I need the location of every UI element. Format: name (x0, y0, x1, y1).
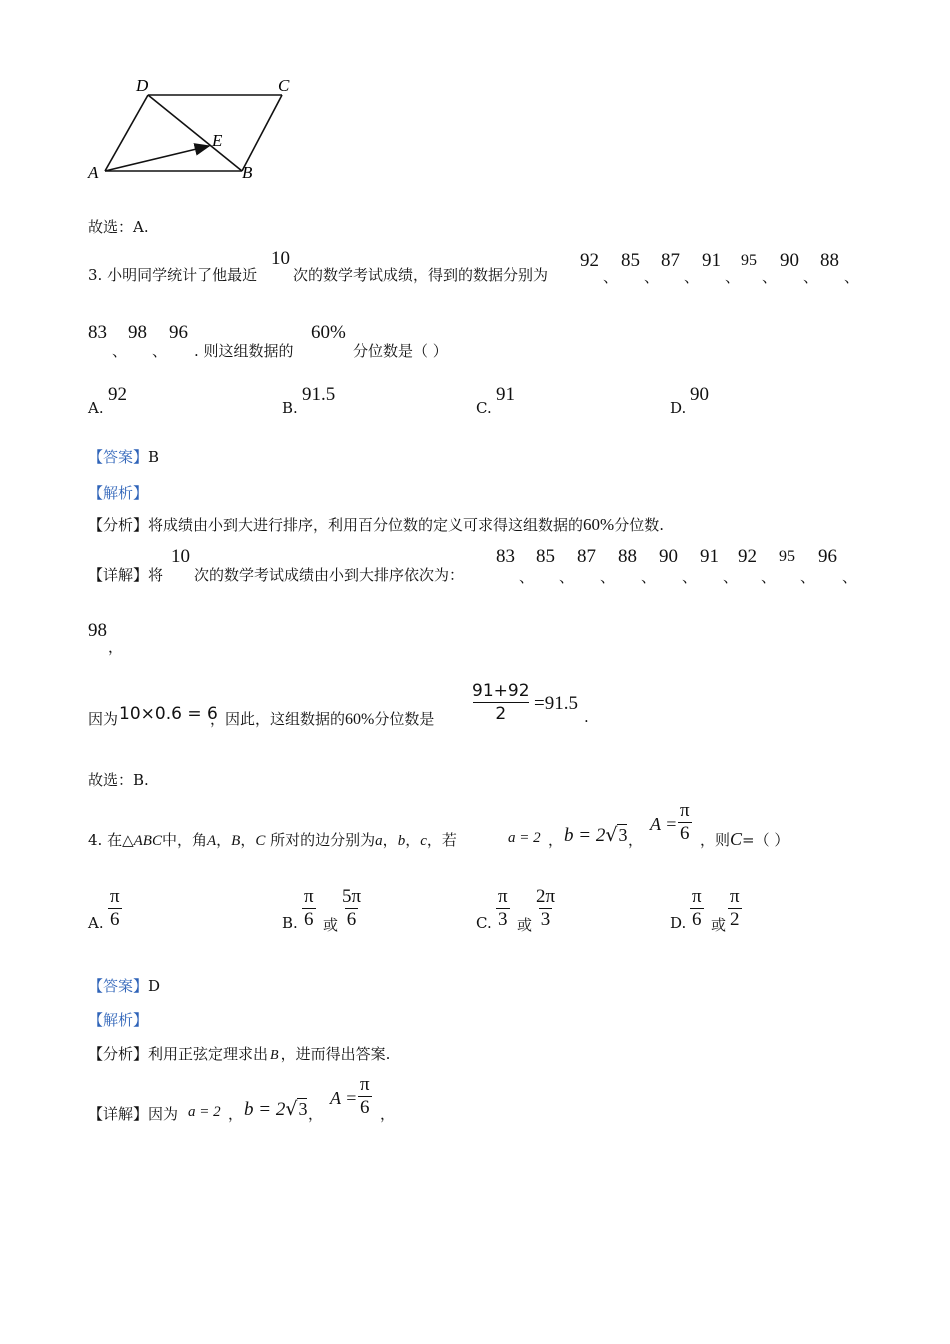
because-expr: 10×0.6 = 6 (119, 704, 218, 724)
option-fraction: $\frac{\pi}{2}$ (730, 886, 740, 930)
sep: 、 (800, 568, 816, 586)
q3-data-3: 87 (661, 250, 680, 271)
q4-stem-text: 4. 在△ABC中，角A，B，C 所对的边分别为a，b，c，若 (88, 831, 457, 849)
q3-sep: 、 (844, 268, 860, 286)
q3-detail-line2 (88, 620, 188, 660)
sqrt-symbol: √ (605, 824, 618, 846)
q3-stem-line2 (88, 322, 588, 362)
or-word: 或 (711, 916, 727, 934)
analysis-percent: 60% (583, 515, 615, 534)
option-letter: C. (476, 399, 492, 417)
q4-analysis-label: 【解析】 (88, 1011, 149, 1029)
q4-answer (88, 975, 160, 996)
q3-analysis (88, 514, 664, 535)
option-letter: A. (88, 399, 104, 417)
detail-a: a = 2 (188, 1104, 221, 1120)
label-E: E (212, 131, 223, 150)
sorted-3: 87 (577, 546, 596, 567)
q3-data-5: 95 (741, 252, 757, 269)
q3-data-8: 83 (88, 322, 107, 343)
analysis-text: 将成绩由小到大进行排序，利用百分位数的定义可求得这组数据的 (148, 516, 584, 534)
label-B: B (242, 163, 253, 182)
detail-tag: 【详解】将 (88, 566, 164, 584)
sorted-9: 96 (818, 546, 837, 567)
detail-A-lhs: A = (330, 1088, 358, 1108)
sorted-6: 91 (700, 546, 719, 567)
analysis-tag: 【分析】 (88, 1045, 149, 1063)
q3-sep: 、 (112, 342, 128, 360)
comma: ， (628, 831, 644, 849)
option-value: 92 (108, 384, 127, 405)
sorted-8: 95 (779, 548, 795, 565)
answer-label: 【答案】 (88, 977, 149, 995)
analysis-end: 分位数. (614, 516, 664, 534)
detail-count: 10 (171, 546, 190, 567)
label-D: D (136, 76, 149, 95)
side-BC (242, 95, 282, 171)
q4-analysis (88, 1043, 390, 1064)
label-A: A (88, 163, 99, 182)
fraction-end: . (584, 708, 589, 726)
q3-data-9: 98 (128, 322, 147, 343)
q3-stem-end: . 则这组数据的 (194, 342, 294, 360)
q3-sep: 、 (644, 268, 660, 286)
detail-b: b = 2√3 (244, 1098, 308, 1120)
q4-option-d (670, 886, 790, 936)
q3-stem-tail: 分位数是（ ） (353, 342, 448, 360)
q3-answer (88, 446, 159, 467)
q3-data-6: 90 (780, 250, 799, 271)
or-word: 或 (517, 916, 533, 934)
fraction-numerator: 91+92 (472, 681, 530, 701)
sep: 、 (682, 568, 698, 586)
q3-sep: 、 (803, 268, 819, 286)
analysis-text: 利用正弦定理求出 (148, 1045, 269, 1063)
q3-sep: 、 (684, 268, 700, 286)
option-letter: D. (670, 399, 687, 417)
q3-data-2: 85 (621, 250, 640, 271)
or-word: 或 (323, 916, 339, 934)
sorted-10: 98 (88, 620, 107, 641)
option-fraction: $\frac{\pi}{6}$ (692, 886, 702, 930)
sep: 、 (559, 568, 575, 586)
sorted-5: 90 (659, 546, 678, 567)
q3-analysis-label: 【解析】 (88, 484, 149, 502)
q4-stem (88, 800, 868, 854)
q4-option-c (476, 886, 596, 936)
sorted-2: 85 (536, 546, 555, 567)
option-fraction: $\frac{\pi}{3}$ (498, 886, 508, 930)
sorted-1: 83 (496, 546, 515, 567)
sorted-4: 88 (618, 546, 637, 567)
sorted-7: 92 (738, 546, 757, 567)
q3-data-1: 92 (580, 250, 599, 271)
answer-value: D (148, 977, 161, 995)
comma: ， (308, 1105, 324, 1123)
q4-detail-line (88, 1074, 488, 1128)
sep: 、 (641, 568, 657, 586)
q3-sep: 、 (603, 268, 619, 286)
sep: 、 (842, 568, 858, 586)
side-DA (105, 95, 148, 171)
diagonal-DB (148, 95, 242, 171)
analysis-tag: 【分析】 (88, 516, 149, 534)
option-value: 91.5 (302, 384, 336, 405)
q4-stem-then: ，则C=（ ） (700, 829, 790, 849)
sorted-end: ， (108, 638, 124, 656)
fraction (470, 680, 532, 725)
option-fraction: $\frac{2\pi}{3}$ (536, 886, 556, 930)
option-letter: B. (282, 914, 298, 932)
q3-detail-line (88, 546, 868, 586)
analysis-end: ，进而得出答案. (280, 1045, 391, 1063)
sep: 、 (761, 568, 777, 586)
option-letter: A. (88, 914, 104, 932)
detail-mid: 次的数学考试成绩由小到大排序依次为： (194, 566, 465, 584)
because-prefix: 因为 (88, 710, 119, 728)
q3-stem-line1 (88, 250, 868, 290)
option-value: 90 (690, 384, 709, 405)
q3-data-4: 91 (702, 250, 721, 271)
answer-label: 【答案】 (88, 448, 149, 466)
q3-sep: 、 (152, 342, 168, 360)
q4-option-b (282, 886, 402, 936)
fraction-denominator: 2 (473, 702, 529, 725)
detail-tag: 【详解】因为 (88, 1105, 179, 1123)
q3-count: 10 (271, 248, 290, 269)
q3-sep: 、 (725, 268, 741, 286)
comma: ， (380, 1105, 396, 1123)
q3-data-7: 88 (820, 250, 839, 271)
vector-AE (105, 146, 209, 171)
q3-data-10: 96 (169, 322, 188, 343)
sep: 、 (519, 568, 535, 586)
analysis-var: B (270, 1048, 279, 1063)
q3-stem-mid: 次的数学考试成绩，得到的数据分别为 (293, 266, 549, 284)
q3-conclusion: 故选：B. (88, 771, 149, 789)
comma: ， (228, 1105, 244, 1123)
option-fraction: $\frac{5\pi}{6}$ (342, 886, 362, 930)
label-C: C (278, 76, 290, 95)
sep: 、 (723, 568, 739, 586)
comma: ， (548, 831, 564, 849)
q4-option-a (88, 886, 188, 936)
option-letter: B. (282, 399, 298, 417)
sqrt-symbol: √ (285, 1098, 298, 1120)
fraction-pi-6: $\frac{\pi}{6}$ (360, 1074, 370, 1118)
parallelogram-figure (80, 70, 310, 190)
fraction-pi-6: $\frac{\pi}{6}$ (680, 800, 690, 844)
option-fraction: $\frac{\pi}{6}$ (110, 886, 120, 930)
q3-percent: 60% (311, 322, 346, 343)
option-letter: D. (670, 914, 687, 932)
q3-stem-prefix: 3. 小明同学统计了他最近 (88, 266, 258, 284)
q3-because-line (88, 680, 648, 730)
because-mid: ，因此，这组数据的60%分位数是 (210, 710, 435, 728)
option-letter: C. (476, 914, 492, 932)
q4-cond-a: a = 2 (508, 830, 541, 846)
fraction-result: =91.5 (534, 693, 578, 714)
q3-sep: 、 (762, 268, 778, 286)
q4-cond-b: b = 2√3 (564, 824, 628, 846)
q2-conclusion: 故选：A. (88, 218, 149, 236)
answer-value: B (148, 448, 160, 466)
option-value: 91 (496, 384, 515, 405)
option-fraction: $\frac{\pi}{6}$ (304, 886, 314, 930)
sep: 、 (600, 568, 616, 586)
q4-cond-A-lhs: A = (650, 814, 678, 834)
